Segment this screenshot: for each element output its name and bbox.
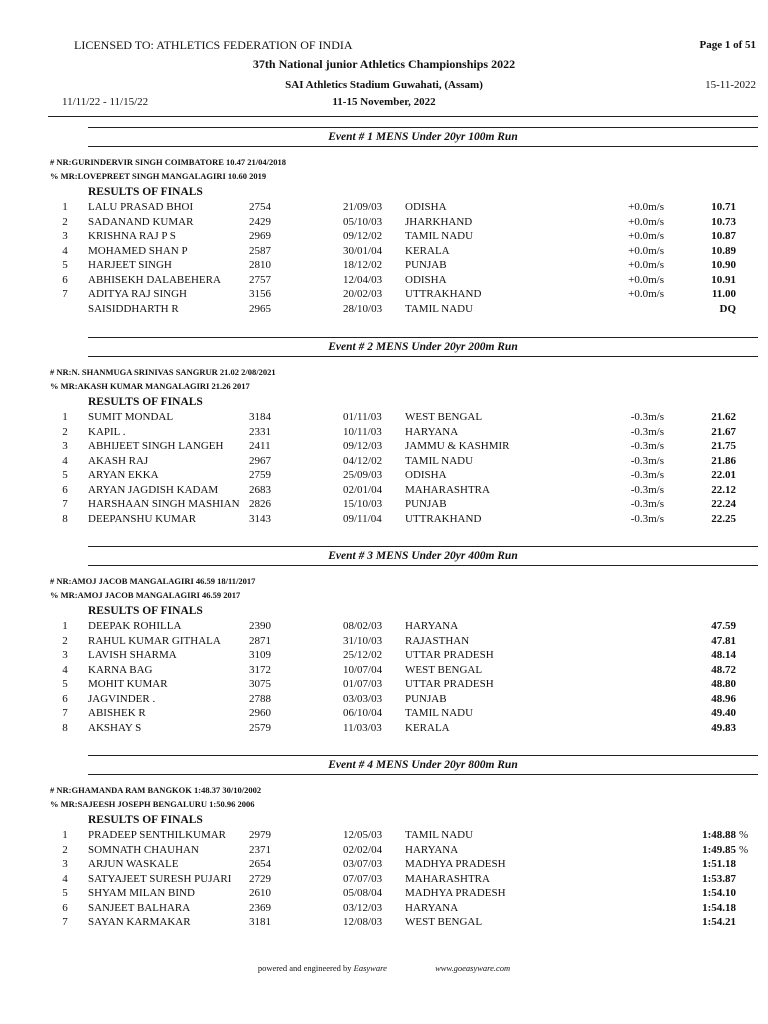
result-place: 3: [62, 858, 68, 870]
result-dob: 02/02/04: [343, 843, 383, 856]
result-name: HARJEET SINGH: [88, 259, 172, 271]
result-dob: 25/12/02: [343, 649, 383, 661]
result-dob: 31/10/03: [343, 634, 383, 647]
result-row: [0, 439, 768, 454]
meet-title: 37th National junior Athletics Championships 2022: [252, 57, 516, 71]
result-place: 5: [62, 887, 68, 899]
result-row: [0, 468, 768, 483]
result-name: SOMNATH CHAUHAN: [88, 843, 199, 856]
result-place: 5: [62, 259, 68, 271]
result-mark: 10.90: [711, 259, 736, 271]
result-name: RAHUL KUMAR GITHALA: [88, 634, 221, 647]
result-place: 2: [62, 843, 68, 856]
result-state: ODISHA: [405, 201, 447, 213]
result-dob: 02/01/04: [343, 483, 383, 496]
result-bib: 2371: [249, 843, 271, 856]
result-place: 3: [62, 649, 68, 661]
result-wind: +0.0m/s: [628, 259, 664, 271]
result-bib: 2579: [249, 721, 271, 734]
result-row: [0, 200, 768, 215]
result-bib: 3181: [249, 916, 271, 928]
event-title: Event # 1 MENS Under 20yr 100m Run: [88, 127, 758, 147]
result-state: UTTAR PRADESH: [405, 678, 494, 690]
result-mark: 10.89: [711, 244, 736, 257]
result-bib: 2788: [249, 692, 271, 705]
result-mark: 47.59: [711, 620, 736, 632]
result-mark: 22.25: [711, 512, 736, 525]
result-mark: 21.86: [711, 454, 736, 467]
result-wind: +0.0m/s: [628, 273, 664, 286]
result-place: 2: [62, 425, 68, 438]
result-mark: DQ: [719, 302, 736, 315]
result-dob: 11/03/03: [343, 721, 382, 734]
result-bib: 2587: [249, 244, 271, 257]
result-place: 2: [62, 634, 68, 647]
result-mark: 47.81: [711, 634, 736, 647]
result-name: ABISHEK R: [88, 707, 146, 719]
result-dob: 03/07/03: [343, 858, 383, 870]
result-place: 2: [62, 215, 68, 228]
result-name: SAYAN KARMAKAR: [88, 916, 191, 928]
event-title: Event # 2 MENS Under 20yr 200m Run: [88, 337, 758, 357]
result-dob: 01/11/03: [343, 411, 382, 423]
national-record: # NR:GURINDERVIR SINGH COIMBATORE 10.47 21/04/2018: [50, 157, 286, 167]
result-dob: 15/10/03: [343, 498, 383, 510]
result-name: SUMIT MONDAL: [88, 411, 174, 423]
result-state: HARYANA: [405, 620, 459, 632]
result-bib: 3109: [249, 649, 271, 661]
result-row: [0, 706, 768, 721]
result-bib: 3184: [249, 411, 271, 423]
result-bib: 2979: [249, 829, 271, 841]
result-name: MOHIT KUMAR: [88, 678, 168, 690]
result-name: LALU PRASAD BHOI: [88, 201, 194, 213]
result-mark: 49.83: [711, 721, 736, 734]
result-state: ODISHA: [405, 273, 447, 286]
result-row: [0, 410, 768, 425]
result-mark: 10.71: [711, 201, 736, 213]
meet-record: % MR:SAJEESH JOSEPH BENGALURU 1:50.96 2006: [50, 799, 255, 809]
result-row: [0, 648, 768, 663]
result-place: 6: [62, 273, 68, 286]
result-row: [0, 619, 768, 634]
result-row: [0, 886, 768, 901]
result-dob: 09/12/02: [343, 230, 383, 242]
result-name: KARNA BAG: [88, 663, 153, 676]
result-name: KAPIL .: [88, 425, 126, 438]
result-state: TAMIL NADU: [405, 302, 474, 315]
result-state: PUNJAB: [405, 498, 447, 510]
result-dob: 05/08/04: [343, 887, 383, 899]
result-mark: 1:54.21: [702, 916, 736, 928]
result-state: WEST BENGAL: [405, 663, 483, 676]
result-row: [0, 258, 768, 273]
result-state: WEST BENGAL: [405, 411, 483, 423]
result-place: 1: [62, 411, 68, 423]
result-name: PRADEEP SENTHILKUMAR: [88, 829, 227, 841]
header-divider: [48, 116, 758, 117]
result-name: ADITYA RAJ SINGH: [88, 288, 188, 300]
result-mark: 10.87: [711, 230, 736, 242]
result-mark: 10.91: [711, 273, 736, 286]
result-dob: 12/04/03: [343, 273, 383, 286]
result-dob: 20/02/03: [343, 288, 383, 300]
result-place: 4: [62, 663, 68, 676]
license-text: LICENSED TO: ATHLETICS FEDERATION OF INDIA: [74, 38, 353, 52]
result-bib: 2810: [249, 259, 271, 271]
print-date: 15-11-2022: [705, 79, 756, 91]
results-table: [0, 200, 768, 316]
result-place: 3: [62, 230, 68, 242]
result-mark: 1:54.10: [702, 887, 736, 899]
result-row: [0, 454, 768, 469]
result-mark: 48.96: [711, 692, 736, 705]
result-row: [0, 828, 768, 843]
result-row: [0, 872, 768, 887]
venue: SAI Athletics Stadium Guwahati, (Assam): [285, 79, 483, 91]
result-state: MAHARASHTRA: [405, 872, 490, 885]
result-place: 4: [62, 872, 68, 885]
result-name: DEEPANSHU KUMAR: [88, 512, 197, 525]
result-state: RAJASTHAN: [405, 634, 470, 647]
result-place: 5: [62, 469, 68, 481]
result-place: 7: [62, 916, 68, 928]
result-row: [0, 857, 768, 872]
result-mark: 49.40: [711, 707, 736, 719]
result-row: [0, 483, 768, 498]
result-row: [0, 634, 768, 649]
result-dob: 12/05/03: [343, 829, 383, 841]
result-wind: +0.0m/s: [628, 215, 664, 228]
result-mark: 48.72: [711, 663, 736, 676]
result-mark: 21.62: [711, 411, 736, 423]
result-place: 7: [62, 288, 68, 300]
result-mark: 22.24: [711, 498, 736, 510]
result-dob: 06/10/04: [343, 707, 383, 719]
result-bib: 2331: [249, 425, 271, 438]
result-dob: 10/07/04: [343, 663, 383, 676]
result-name: MOHAMED SHAN P: [88, 244, 188, 257]
result-flag: %: [739, 829, 749, 841]
footer-powered: powered and engineered by: [257, 963, 352, 973]
result-state: HARYANA: [405, 901, 459, 914]
result-bib: 2390: [249, 620, 271, 632]
footer-url: www.goeasyware.com: [435, 963, 511, 973]
result-dob: 03/03/03: [343, 692, 383, 705]
result-state: JAMMU & KASHMIR: [405, 440, 510, 452]
result-state: KERALA: [405, 244, 450, 257]
result-row: [0, 229, 768, 244]
footer: [0, 963, 768, 973]
result-place: 5: [62, 678, 68, 690]
result-state: TAMIL NADU: [405, 454, 474, 467]
result-mark: 21.75: [711, 440, 736, 452]
result-wind: -0.3m/s: [630, 454, 664, 467]
meet-dates: 11-15 November, 2022: [332, 96, 436, 108]
result-place: 1: [62, 201, 68, 213]
result-state: MAHARASHTRA: [405, 483, 490, 496]
result-wind: -0.3m/s: [630, 440, 664, 452]
result-name: AKASH RAJ: [88, 454, 149, 467]
result-row: [0, 915, 768, 930]
result-wind: +0.0m/s: [628, 230, 664, 242]
result-wind: -0.3m/s: [630, 469, 664, 481]
result-wind: +0.0m/s: [628, 244, 664, 257]
result-place: 6: [62, 483, 68, 496]
result-bib: 2871: [249, 634, 271, 647]
result-state: HARYANA: [405, 425, 459, 438]
result-dob: 25/09/03: [343, 469, 383, 481]
result-dob: 10/11/03: [343, 425, 382, 438]
result-row: [0, 497, 768, 512]
national-record: # NR:GHAMANDA RAM BANGKOK 1:48.37 30/10/2002: [50, 785, 262, 795]
result-bib: 2969: [249, 230, 271, 242]
result-place: 6: [62, 901, 68, 914]
result-state: TAMIL NADU: [405, 829, 474, 841]
result-name: JAGVINDER .: [88, 692, 156, 705]
result-bib: 2965: [249, 302, 271, 315]
result-row: [0, 215, 768, 230]
results-heading: RESULTS OF FINALS: [88, 396, 203, 408]
result-place: 4: [62, 244, 68, 257]
result-bib: 2683: [249, 483, 271, 496]
results-table: [0, 410, 768, 526]
result-dob: 09/11/04: [343, 512, 382, 525]
result-wind: -0.3m/s: [630, 512, 664, 525]
result-state: PUNJAB: [405, 692, 447, 705]
result-row: [0, 273, 768, 288]
page-number: Page 1 of 51: [699, 39, 756, 51]
result-state: UTTRAKHAND: [405, 512, 482, 525]
result-mark: 22.12: [711, 483, 736, 496]
result-name: ARYAN EKKA: [88, 469, 159, 481]
result-mark: 1:53.87: [702, 872, 736, 885]
result-place: 3: [62, 440, 68, 452]
result-row: [0, 425, 768, 440]
result-bib: 2610: [249, 887, 271, 899]
result-bib: 2960: [249, 707, 271, 719]
result-dob: 03/12/03: [343, 901, 383, 914]
results-heading: RESULTS OF FINALS: [88, 814, 203, 826]
result-row: [0, 287, 768, 302]
date-range: 11/11/22 - 11/15/22: [62, 96, 149, 108]
result-name: DEEPAK ROHILLA: [88, 620, 182, 632]
meet-record: % MR:LOVEPREET SINGH MANGALAGIRI 10.60 2019: [50, 171, 267, 181]
result-name: HARSHAAN SINGH MASHIAN: [88, 498, 240, 510]
footer-brand: Easyware: [353, 963, 387, 973]
result-row: [0, 901, 768, 916]
result-name: KRISHNA RAJ P S: [88, 230, 176, 242]
result-state: PUNJAB: [405, 259, 447, 271]
result-place: 1: [62, 829, 68, 841]
result-state: WEST BENGAL: [405, 916, 483, 928]
result-bib: 2754: [249, 201, 271, 213]
result-place: 8: [62, 721, 68, 734]
result-wind: -0.3m/s: [630, 498, 664, 510]
result-name: AKSHAY S: [88, 721, 142, 734]
results-table: [0, 828, 768, 930]
result-mark: 22.01: [711, 469, 736, 481]
result-place: 4: [62, 454, 68, 467]
result-row: [0, 302, 768, 317]
result-mark: 1:51.18: [702, 858, 736, 870]
result-row: [0, 843, 768, 858]
result-state: KERALA: [405, 721, 450, 734]
result-place: 7: [62, 707, 68, 719]
result-bib: 2759: [249, 469, 271, 481]
result-name: SATYAJEET SURESH PUJARI: [88, 872, 232, 885]
national-record: # NR:AMOJ JACOB MANGALAGIRI 46.59 18/11/2017: [50, 576, 256, 586]
result-bib: 2967: [249, 454, 271, 467]
result-state: JHARKHAND: [405, 215, 473, 228]
result-row: [0, 244, 768, 259]
result-mark: 11.00: [711, 288, 736, 300]
result-dob: 05/10/03: [343, 215, 383, 228]
result-dob: 18/12/02: [343, 259, 383, 271]
result-flag: %: [739, 843, 749, 856]
result-row: [0, 692, 768, 707]
result-wind: +0.0m/s: [628, 288, 664, 300]
results-heading: RESULTS OF FINALS: [88, 605, 203, 617]
result-dob: 09/12/03: [343, 440, 383, 452]
result-name: LAVISH SHARMA: [88, 649, 177, 661]
result-mark: 21.67: [711, 425, 736, 438]
result-row: [0, 663, 768, 678]
result-dob: 01/07/03: [343, 678, 383, 690]
result-dob: 04/12/02: [343, 454, 383, 467]
result-name: ARJUN WASKALE: [88, 858, 179, 870]
national-record: # NR:N. SHANMUGA SRINIVAS SANGRUR 21.02 2/08/2021: [50, 367, 276, 377]
result-bib: 2757: [249, 273, 271, 286]
result-row: [0, 512, 768, 527]
event-title: Event # 4 MENS Under 20yr 800m Run: [88, 755, 758, 775]
result-state: HARYANA: [405, 843, 459, 856]
result-bib: 2826: [249, 498, 271, 510]
event-title: Event # 3 MENS Under 20yr 400m Run: [88, 546, 758, 566]
result-wind: -0.3m/s: [630, 425, 664, 438]
result-mark: 1:49.85: [702, 843, 736, 856]
result-mark: 48.80: [711, 678, 736, 690]
result-state: MADHYA PRADESH: [405, 887, 506, 899]
result-row: [0, 677, 768, 692]
result-name: SANJEET BALHARA: [88, 901, 191, 914]
result-bib: 3156: [249, 288, 271, 300]
result-bib: 3172: [249, 663, 271, 676]
result-dob: 28/10/03: [343, 302, 383, 315]
result-place: 8: [62, 512, 68, 525]
meet-record: % MR:AMOJ JACOB MANGALAGIRI 46.59 2017: [50, 590, 241, 600]
result-name: SHYAM MILAN BIND: [88, 887, 195, 899]
result-bib: 2369: [249, 901, 271, 914]
result-place: 6: [62, 692, 68, 705]
result-name: ABHIJEET SINGH LANGEH: [88, 440, 224, 452]
result-name: ABHISEKH DALABEHERA: [88, 273, 221, 286]
result-bib: 2654: [249, 858, 271, 870]
result-mark: 1:48.88: [702, 829, 736, 841]
result-dob: 08/02/03: [343, 620, 383, 632]
result-bib: 3075: [249, 678, 271, 690]
result-name: SAISIDDHARTH R: [88, 302, 179, 315]
result-name: SADANAND KUMAR: [88, 215, 194, 228]
meet-record: % MR:AKASH KUMAR MANGALAGIRI 21.26 2017: [50, 381, 250, 391]
result-state: UTTAR PRADESH: [405, 649, 494, 661]
result-wind: +0.0m/s: [628, 201, 664, 213]
result-bib: 2411: [249, 440, 271, 452]
result-place: 7: [62, 498, 68, 510]
results-table: [0, 619, 768, 735]
result-place: 1: [62, 620, 68, 632]
result-state: UTTRAKHAND: [405, 288, 482, 300]
result-dob: 12/08/03: [343, 916, 383, 928]
result-dob: 21/09/03: [343, 201, 383, 213]
result-bib: 2729: [249, 872, 271, 885]
result-state: ODISHA: [405, 469, 447, 481]
result-row: [0, 721, 768, 736]
result-wind: -0.3m/s: [630, 411, 664, 423]
result-mark: 10.73: [711, 215, 736, 228]
result-state: TAMIL NADU: [405, 707, 474, 719]
result-state: MADHYA PRADESH: [405, 858, 506, 870]
result-bib: 2429: [249, 215, 271, 228]
result-dob: 30/01/04: [343, 244, 383, 257]
result-mark: 1:54.18: [702, 901, 736, 914]
result-mark: 48.14: [711, 649, 736, 661]
result-bib: 3143: [249, 512, 271, 525]
result-dob: 07/07/03: [343, 872, 383, 885]
result-name: ARYAN JAGDISH KADAM: [88, 483, 219, 496]
result-state: TAMIL NADU: [405, 230, 474, 242]
results-heading: RESULTS OF FINALS: [88, 186, 203, 198]
result-wind: -0.3m/s: [630, 483, 664, 496]
